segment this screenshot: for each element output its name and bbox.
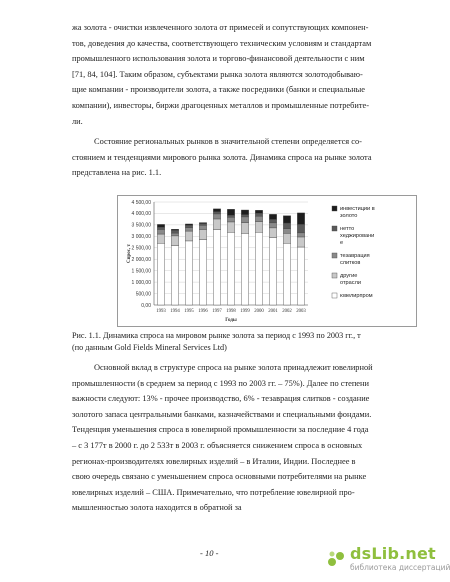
legend-swatch (332, 206, 337, 211)
bar-segment (255, 216, 262, 221)
bar-segment (297, 233, 304, 237)
demand-chart (118, 196, 416, 326)
y-tick-label: 3 000,00 (131, 234, 151, 241)
x-tick-label: 1993 (156, 309, 166, 314)
bar-segment (297, 224, 304, 232)
legend-label: золото (340, 213, 358, 219)
bar-segment (227, 222, 234, 232)
text-line: тов, доведения до качества, соответствующего техническим условиям и стандартам (72, 38, 372, 48)
bar-segment (157, 229, 164, 234)
bar-segment (171, 245, 178, 305)
bar-segment (241, 217, 248, 223)
text-line: щие компании - производители золота, а также посредники (банки и специальные (72, 85, 366, 95)
bar-segment (297, 247, 304, 305)
bar-segment (213, 229, 220, 305)
bar-segment (241, 233, 248, 305)
bar-segment (171, 233, 178, 236)
bar-segment (269, 228, 276, 238)
legend-swatch (332, 273, 337, 278)
text-line: стоянием и тенденциями мирового рынка золота. Динамика спроса на рынке золота (72, 152, 372, 162)
text-line: свою очередь связано с уменьшением спроса основными потребителями на рынке (72, 472, 367, 482)
bar-segment (157, 234, 164, 243)
bar-segment (255, 222, 262, 233)
text-line: (по данным Gold Fields Mineral Services Ltd) (72, 343, 227, 352)
bar-segment (199, 225, 206, 229)
bar-segment (255, 232, 262, 305)
legend-swatch (332, 293, 337, 298)
y-tick-label: 4 500,00 (131, 199, 151, 206)
x-tick-label: 2001 (268, 309, 278, 314)
text-line: важности следуют: 13% - прочее производство, 6% - тезаврация слитков - создание (72, 394, 370, 404)
legend-label: ювелирпром (340, 293, 373, 299)
y-axis-label: Спрос, т (127, 244, 132, 263)
bar-segment (171, 236, 178, 246)
y-tick-label: 500,00 (135, 291, 151, 298)
legend-label: другие (340, 273, 358, 279)
y-tick-label: 1 000,00 (131, 279, 151, 286)
text-line: Тенденция уменьшения спроса в ювелирной промышленности за последние 4 года (72, 425, 369, 435)
bar-segment (157, 224, 164, 227)
y-tick-label: 1 500,00 (131, 268, 151, 275)
bar-segment (269, 237, 276, 305)
y-tick-label: 2 500,00 (131, 245, 151, 252)
text-line: ювелирных изделий – США. Примечательно, что потребление ювелирной про- (72, 487, 355, 497)
bar-segment (213, 209, 220, 212)
text-line: Рис. 1.1. Динамика спроса на мировом рынке золота за период с 1993 по 2003 гг., т (72, 331, 361, 340)
bar-segment (199, 229, 206, 239)
bar-segment (269, 219, 276, 222)
bar-segment (185, 228, 192, 231)
legend-label: слитков (340, 260, 361, 266)
text-line: промышленного использования золота и торгово-финансовой деятельности с ним (72, 54, 365, 64)
bar-segment (213, 219, 220, 230)
bar-segment (283, 243, 290, 305)
page-number: - 10 - (200, 548, 219, 558)
legend-swatch (332, 253, 337, 258)
text-line: Состояние региональных рынков в значительной степени определяется со- (94, 137, 362, 146)
bar-segment (255, 210, 262, 213)
text-line: представлена на рис. 1.1. (72, 168, 162, 178)
watermark-subtitle: библиотека диссертаций (350, 563, 450, 572)
legend-label: е (340, 240, 344, 246)
bar-segment (269, 214, 276, 219)
bar-segment (227, 209, 234, 215)
legend-label: инвестиции в (340, 206, 375, 212)
text-line: – с 3 177т в 2000 г. до 2 533т в 2003 г. объясняется снижением спроса в основных (72, 440, 363, 450)
bar-segment (227, 232, 234, 305)
x-tick-label: 2003 (296, 309, 306, 314)
bar-segment (199, 223, 206, 224)
legend-label: тезаврация (340, 253, 370, 259)
x-tick-label: 1996 (198, 309, 208, 314)
x-axis-label: Годы (225, 318, 237, 323)
text-line: золотого запаса центральными банками, казначействами и специальными фондами. (72, 409, 372, 419)
bar-segment (241, 210, 248, 215)
bar-segment (185, 241, 192, 305)
text-line: компании), инвесторы, биржи драгоценных металлов и промышленные потребите- (72, 100, 370, 110)
bar-segment (171, 230, 178, 233)
bar-segment (241, 215, 248, 217)
text-line: [71, 84, 104]. Таким образом, субъектами рынка золота являются золотодобываю- (72, 69, 363, 79)
x-tick-label: 1997 (212, 309, 222, 314)
legend-label: хеджировани (340, 233, 375, 239)
bar-segment (199, 224, 206, 226)
bar-segment (269, 223, 276, 228)
text-line: мышленностью золота находится в обратной за (72, 503, 242, 513)
bar-segment (171, 229, 178, 230)
bar-segment (227, 217, 234, 222)
bar-segment (283, 229, 290, 234)
watermark[interactable] (326, 544, 450, 578)
bar-segment (255, 213, 262, 216)
legend-swatch (332, 226, 337, 231)
bar-segment (185, 225, 192, 227)
chart-figure (117, 195, 417, 327)
text-line: регионах-производителях ювелирных изделий – в Италии, Индии. Последнее в (72, 456, 356, 466)
bar-segment (227, 215, 234, 217)
bar-segment (157, 243, 164, 305)
bar-segment (241, 223, 248, 234)
text-line: промышленности (в среднем за период с 1993 по 2003 гг. – 75%). Далее по степени (72, 378, 369, 388)
y-tick-label: 0,00 (141, 302, 151, 309)
y-tick-label: 2 000,00 (131, 257, 151, 264)
legend-label: отрасли (340, 280, 361, 286)
bar-segment (297, 213, 304, 224)
text-line: ли. (72, 116, 83, 126)
bar-segment (157, 227, 164, 229)
paragraph-structure (72, 360, 408, 516)
text-line: Основной вклад в структуре спроса на рынке золота принадлежит ювелирной (94, 363, 373, 372)
x-tick-label: 1995 (184, 309, 194, 314)
bar-segment (297, 237, 304, 247)
legend-label: нетто (340, 226, 355, 232)
bar-segment (199, 240, 206, 305)
x-tick-label: 1999 (240, 309, 250, 314)
figure-caption (72, 330, 412, 354)
bar-segment (213, 212, 220, 214)
x-tick-label: 1998 (226, 309, 236, 314)
text-line: жа золота - очистки извлеченного золота от примесей и сопутствующих компонен- (72, 23, 369, 32)
bar-segment (185, 224, 192, 225)
paragraph-intro (72, 20, 408, 129)
bar-segment (283, 223, 290, 229)
bar-segment (283, 233, 290, 243)
dslib-logo-icon (326, 548, 346, 568)
y-tick-label: 3 500,00 (131, 222, 151, 229)
bar-segment (283, 216, 290, 223)
y-tick-label: 4 000,00 (131, 211, 151, 218)
paragraph-market-state (72, 134, 408, 181)
bar-segment (213, 214, 220, 219)
watermark-name: dsLib.net (350, 544, 436, 563)
x-tick-label: 2000 (254, 309, 264, 314)
x-tick-label: 2002 (282, 309, 292, 314)
bar-segment (185, 231, 192, 241)
x-tick-label: 1994 (170, 309, 180, 314)
